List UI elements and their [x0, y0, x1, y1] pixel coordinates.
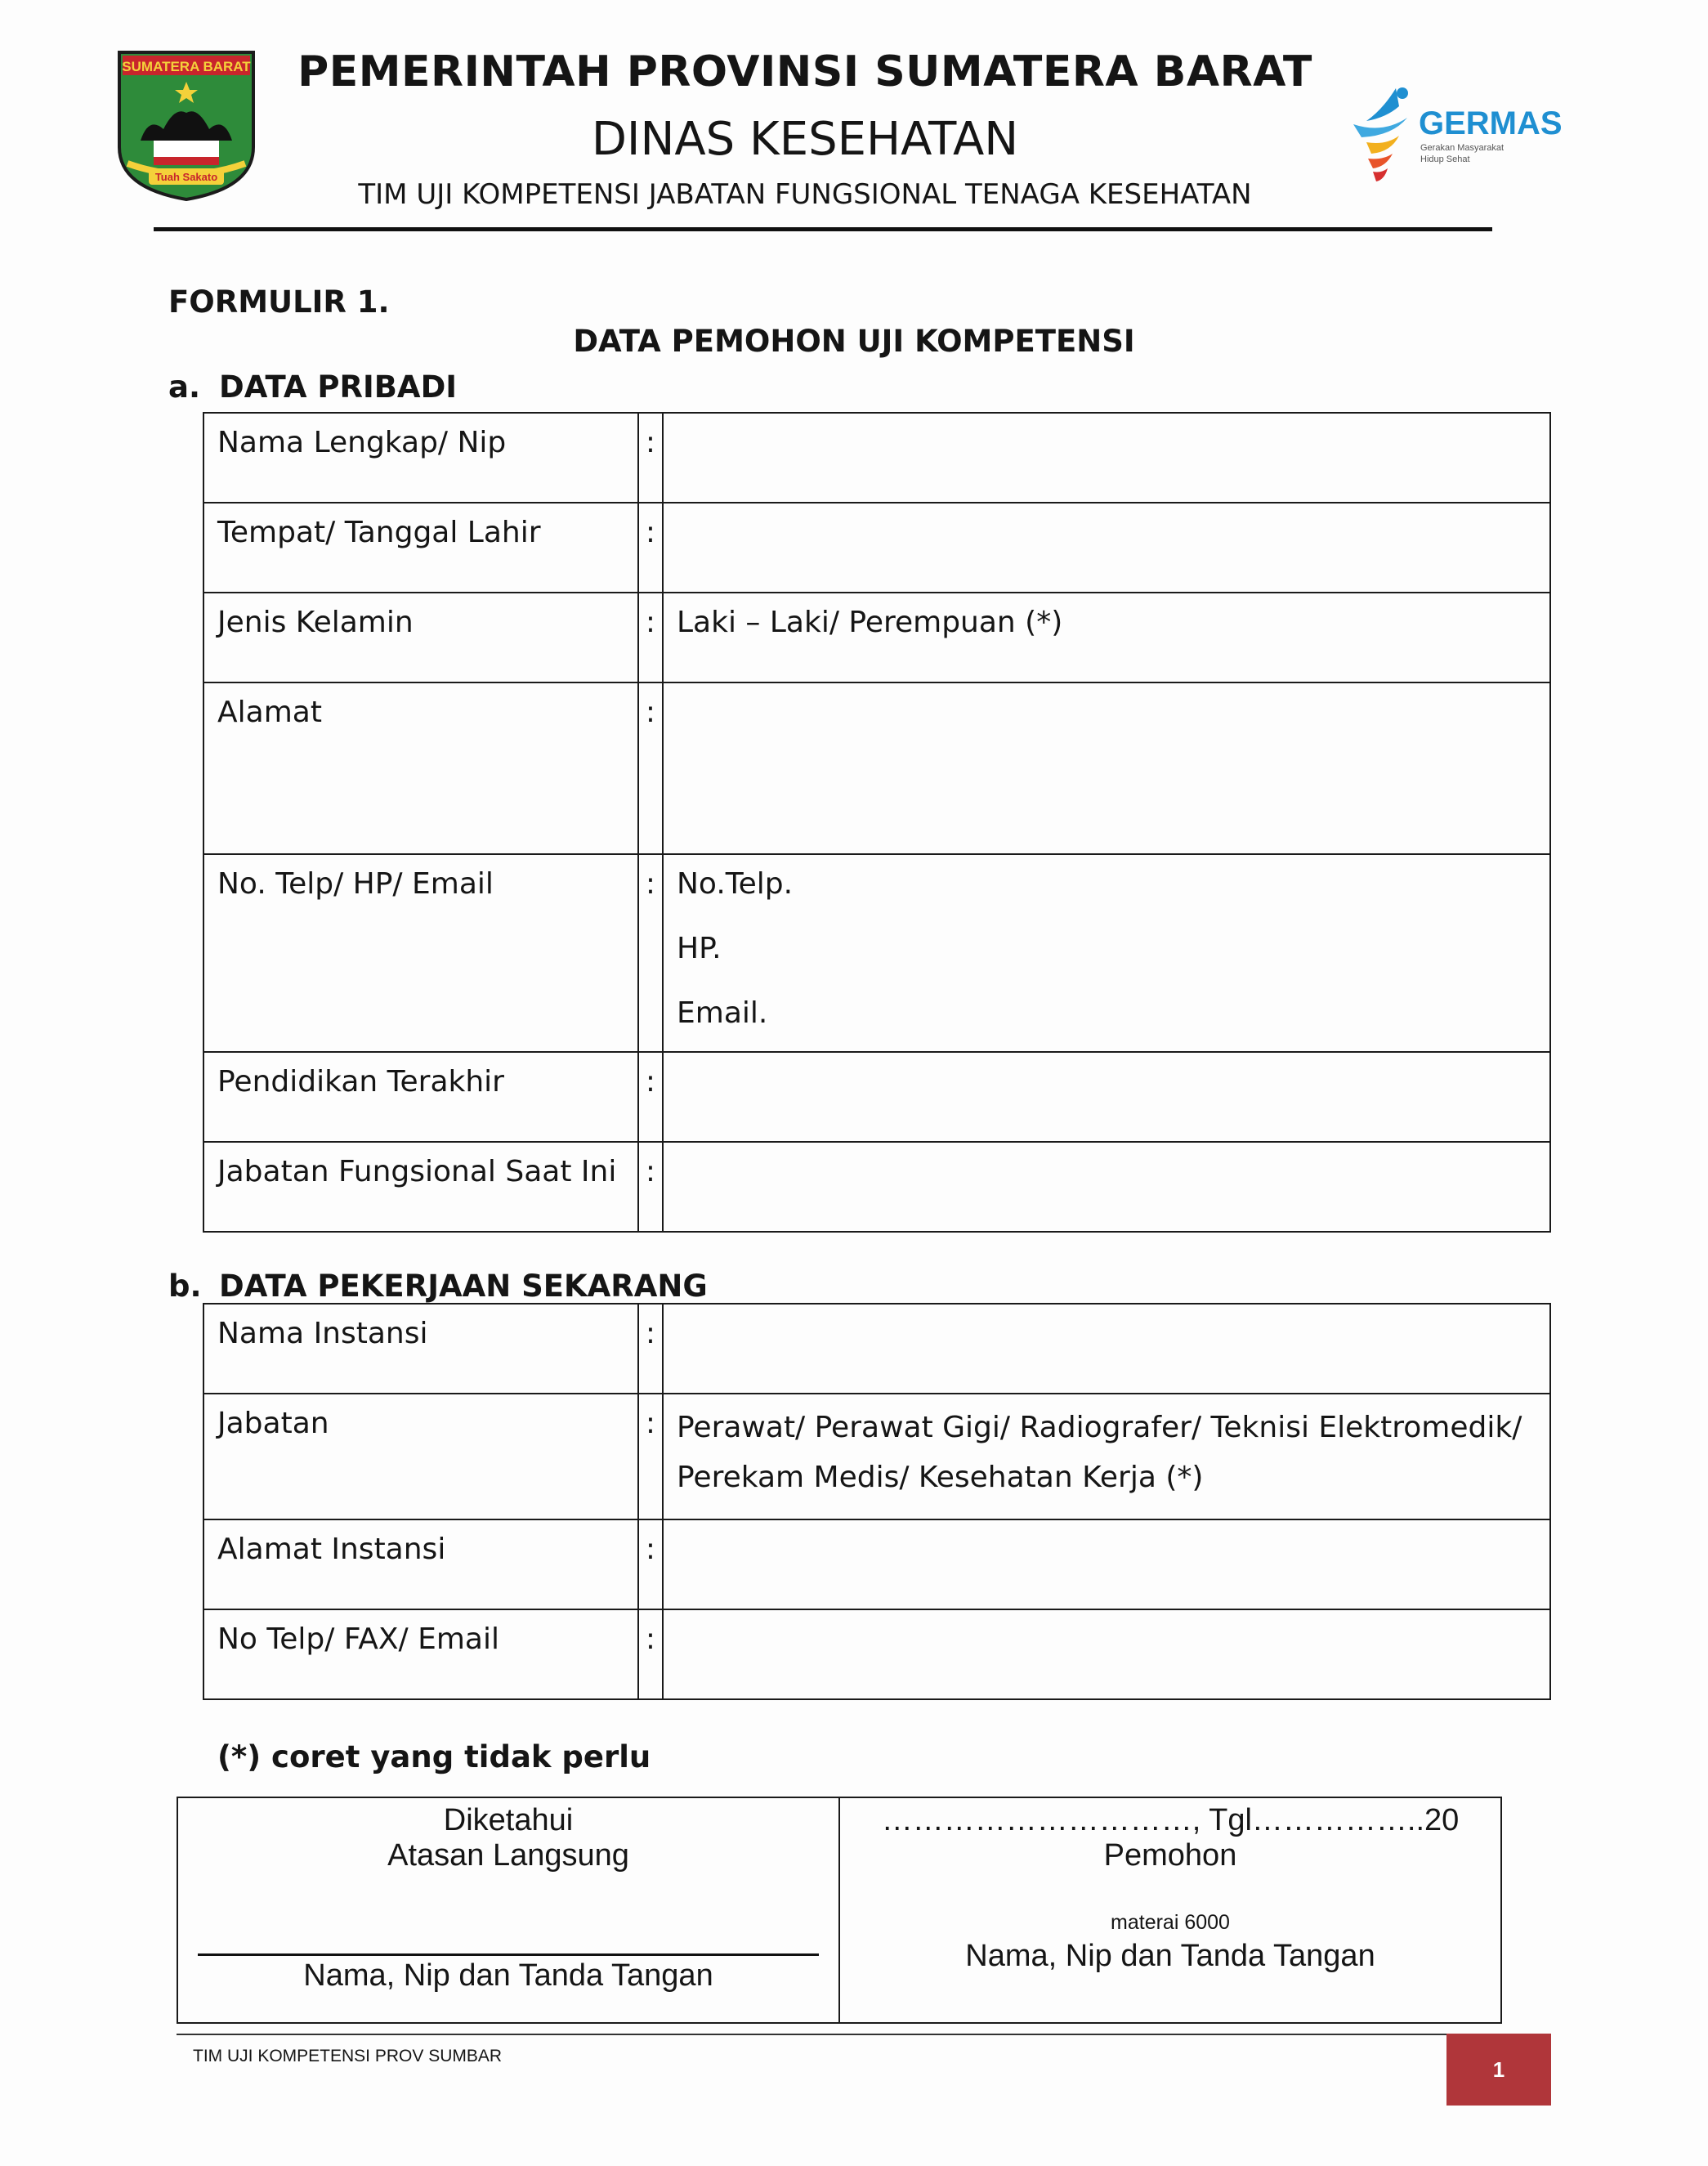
applicant-label: Pemohon	[1103, 1838, 1237, 1873]
document-title: DATA PEMOHON UJI KOMPETENSI	[573, 324, 1135, 359]
colon: :	[638, 1519, 663, 1609]
table-row	[203, 1052, 1550, 1142]
colon: :	[638, 1304, 663, 1394]
employment-data-table	[203, 1303, 1551, 1700]
field-label: Tempat/ Tanggal Lahir	[203, 503, 638, 593]
job-options-line: Perekam Medis/ Kesehatan Kerja (*)	[677, 1460, 1204, 1494]
colon: :	[638, 593, 663, 682]
table-row	[203, 1304, 1550, 1394]
signature-table	[177, 1797, 1502, 2024]
colon: :	[638, 1142, 663, 1232]
svg-text:SUMATERA BARAT: SUMATERA BARAT	[122, 59, 251, 74]
gender-field[interactable]: Laki – Laki/ Perempuan (*)	[663, 593, 1550, 682]
contact-field[interactable]	[663, 854, 1550, 1052]
field-label: Nama Instansi	[203, 1304, 638, 1394]
section-a-heading	[168, 369, 457, 405]
section-b-letter: b.	[168, 1269, 202, 1304]
phone-label: No.Telp.	[677, 867, 794, 901]
footer-text: TIM UJI KOMPETENSI PROV SUMBAR	[193, 2047, 503, 2065]
table-row	[203, 682, 1550, 854]
institution-address-input[interactable]	[663, 1519, 1550, 1609]
section-a-letter: a.	[168, 369, 201, 405]
direct-supervisor-label: Atasan Langsung	[387, 1838, 629, 1873]
field-label: Alamat Instansi	[203, 1519, 638, 1609]
applicant-caption: Nama, Nip dan Tanda Tangan	[965, 1939, 1375, 1973]
colon: :	[638, 682, 663, 854]
field-label: Nama Lengkap/ Nip	[203, 413, 638, 503]
section-a-title: DATA PRIBADI	[219, 369, 458, 405]
form-label: FORMULIR 1.	[168, 284, 390, 320]
germas-logo	[1350, 85, 1563, 191]
applicant-signature-cell[interactable]	[839, 1797, 1501, 2023]
known-by-label: Diketahui	[443, 1803, 574, 1837]
personal-data-table	[203, 412, 1551, 1233]
field-label: No. Telp/ HP/ Email	[203, 854, 638, 1052]
place-date-line: …………………………, Tgl……………..20	[881, 1803, 1460, 1837]
team-name: TIM UJI KOMPETENSI JABATAN FUNGSIONAL TENAGA KESEHATAN	[358, 178, 1252, 211]
job-options-line: Perawat/ Perawat Gigi/ Radiografer/ Teknisi Elektromedik/	[677, 1411, 1522, 1444]
table-row	[203, 413, 1550, 503]
agency-name: DINAS KESEHATAN	[591, 113, 1019, 166]
page-number: 1	[1446, 2034, 1551, 2106]
table-row	[203, 1394, 1550, 1519]
svg-text:Gerakan Masyarakat: Gerakan Masyarakat	[1420, 143, 1505, 153]
stamp-duty-label: materai 6000	[1111, 1911, 1230, 1934]
colon: :	[638, 854, 663, 1052]
field-label: Jenis Kelamin	[203, 593, 638, 682]
functional-position-input[interactable]	[663, 1142, 1550, 1232]
government-name: PEMERINTAH PROVINSI SUMATERA BARAT	[297, 47, 1312, 96]
job-title-field[interactable]	[663, 1394, 1550, 1519]
field-label: Jabatan Fungsional Saat Ini	[203, 1142, 638, 1232]
table-row	[203, 503, 1550, 593]
svg-text:Tuah Sakato: Tuah Sakato	[154, 171, 218, 183]
field-label: Jabatan	[203, 1394, 638, 1519]
field-label: Pendidikan Terakhir	[203, 1052, 638, 1142]
section-b-heading	[168, 1269, 708, 1304]
institution-name-input[interactable]	[663, 1304, 1550, 1394]
address-input[interactable]	[663, 682, 1550, 854]
table-row	[203, 1142, 1550, 1232]
colon: :	[638, 1394, 663, 1519]
supervisor-signature-cell[interactable]	[177, 1797, 839, 2023]
colon: :	[638, 503, 663, 593]
education-input[interactable]	[663, 1052, 1550, 1142]
table-row	[203, 854, 1550, 1052]
strike-note: (*) coret yang tidak perlu	[217, 1739, 651, 1774]
section-b-title: DATA PEKERJAAN SEKARANG	[219, 1269, 708, 1304]
field-label: Alamat	[203, 682, 638, 854]
full-name-input[interactable]	[663, 413, 1550, 503]
svg-text:GERMAS: GERMAS	[1419, 105, 1563, 141]
email-label: Email.	[677, 996, 768, 1031]
colon: :	[638, 413, 663, 503]
signature-line	[198, 1953, 819, 1956]
field-label: No Telp/ FAX/ Email	[203, 1609, 638, 1699]
letterhead-divider	[154, 227, 1492, 231]
table-row	[203, 1609, 1550, 1699]
footer-divider	[177, 2034, 1448, 2035]
colon: :	[638, 1609, 663, 1699]
province-crest-logo	[116, 49, 257, 203]
svg-text:Hidup Sehat: Hidup Sehat	[1420, 154, 1470, 164]
birth-place-date-input[interactable]	[663, 503, 1550, 593]
colon: :	[638, 1052, 663, 1142]
table-row	[203, 1519, 1550, 1609]
table-row	[203, 593, 1550, 682]
supervisor-caption: Nama, Nip dan Tanda Tangan	[303, 1958, 713, 1993]
mobile-label: HP.	[677, 932, 722, 966]
institution-contact-input[interactable]	[663, 1609, 1550, 1699]
